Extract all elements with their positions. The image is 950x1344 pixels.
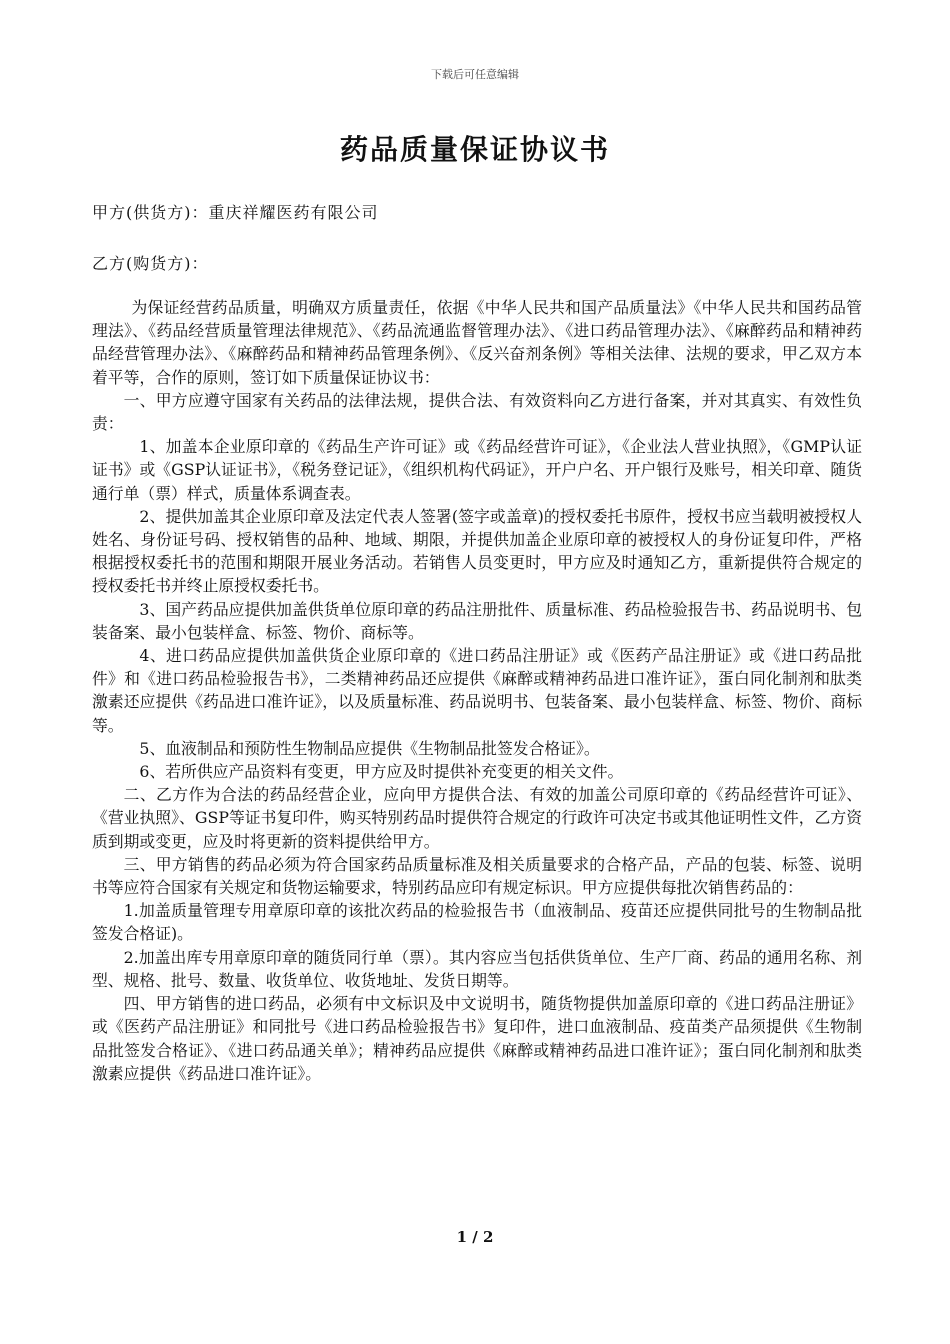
clause-1-item-3: 3、国产药品应提供加盖供货单位原印章的药品注册批件、质量标准、药品检验报告书、药品说明书、包装备案、最小包装样盒、标签、物价、商标等。	[92, 599, 862, 642]
clause-1-item-2: 2、提供加盖其企业原印章及法定代表人签署(签字或盖章)的授权委托书原件，授权书应当载明被授权人姓名、身份证号码、授权销售的品种、地域、期限，并提供加盖企业原印章的被授权人的身份证复印件，严格根据授权委托书的范围和期限开展业务活动。若销售人员变更时，甲方应及时通知乙方，重新提供符合规定的授权委托书并终止原授权委托书。	[92, 506, 862, 596]
clause-1-item-5: 5、血液制品和预防性生物制品应提供《生物制品批签发合格证》。	[139, 738, 600, 758]
clause-1: 一、甲方应遵守国家有关药品的法律法规，提供合法、有效资料向乙方进行备案，并对其真实、有效性负责：	[92, 390, 862, 434]
clause-3-item-1: 1.加盖质量管理专用章原印章的该批次药品的检验报告书（血液制品、疫苗还应提供同批号的生物制品批签发合格证)。	[92, 901, 862, 944]
party-a-line: 甲方(供货方)：重庆祥耀医药有限公司	[92, 203, 379, 222]
page-number: 1 / 2	[456, 1228, 494, 1246]
intro-paragraph: 为保证经营药品质量，明确双方质量责任，依据《中华人民共和国产品质量法》《中华人民共和国药品管理法》、《药品经营质量管理法律规范》、《药品流通监督管理办法》、《进口药品管理办法》、《麻醉药品和精神药品经营管理办法》、《麻醉药品和精神药品管理条例》、《反兴奋剂条例》等相关法律、法规的要求，甲乙双方本着平等，合作的原则，签订如下质量保证协议书：	[92, 298, 862, 387]
document-title: 药品质量保证协议书	[339, 133, 610, 166]
clause-2: 二、乙方作为合法的药品经营企业，应向甲方提供合法、有效的加盖公司原印章的《药品经营许可证》、《营业执照》、GSP等证书复印件，购买特别药品时提供符合规定的行政许可决定书或其他证明性文件，乙方资质到期或变更，应及时将更新的资料提供给甲方。	[92, 785, 862, 851]
party-b-line: 乙方(购货方)：	[92, 254, 209, 273]
clause-1-item-1: 1、加盖本企业原印章的《药品生产许可证》或《药品经营许可证》，《企业法人营业执照》，《GMP认证证书》或《GSP认证证书》，《税务登记证》，《组织机构代码证》，开户户名、开户银行及账号，相关印章、随货通行单（票）样式，质量体系调查表。	[92, 437, 862, 503]
clause-1-item-6: 6、若所供应产品资料有变更，甲方应及时提供补充变更的相关文件。	[139, 762, 624, 782]
agreement-body	[92, 296, 862, 1085]
clause-3-item-2: 2.加盖出库专用章原印章的随货同行单（票）。其内容应当包括供货单位、生产厂商、药品的通用名称、剂型、规格、批号、数量、收货单位、收货地址、发货日期等。	[92, 947, 862, 990]
header-note: 下载后可任意编辑	[431, 68, 519, 81]
clause-1-item-4: 4、进口药品应提供加盖供货企业原印章的《进口药品注册证》或《医药产品注册证》或《进口药品批件》和《进口药品检验报告书》，二类精神药品还应提供《麻醉或精神药品进口准许证》，蛋白同化制剂和肽类激素还应提供《药品进口准许证》，以及质量标准、药品说明书、包装备案、最小包装样盒、标签、物价、商标等。	[92, 646, 862, 735]
clause-3: 三、甲方销售的药品必须为符合国家药品质量标准及相关质量要求的合格产品，产品的包装、标签、说明书等应符合国家有关规定和货物运输要求，特别药品应印有规定标识。甲方应提供每批次销售药品的：	[92, 854, 862, 898]
clause-4: 四、甲方销售的进口药品，必须有中文标识及中文说明书，随货物提供加盖原印章的《进口药品注册证》或《医药产品注册证》和同批号《进口药品检验报告书》复印件，进口血液制品、疫苗类产品须提供《生物制品批签发合格证》、《进口药品通关单》；精神药品应提供《麻醉或精神药品进口准许证》；蛋白同化制剂和肽类激素应提供《药品进口准许证》。	[92, 994, 862, 1083]
